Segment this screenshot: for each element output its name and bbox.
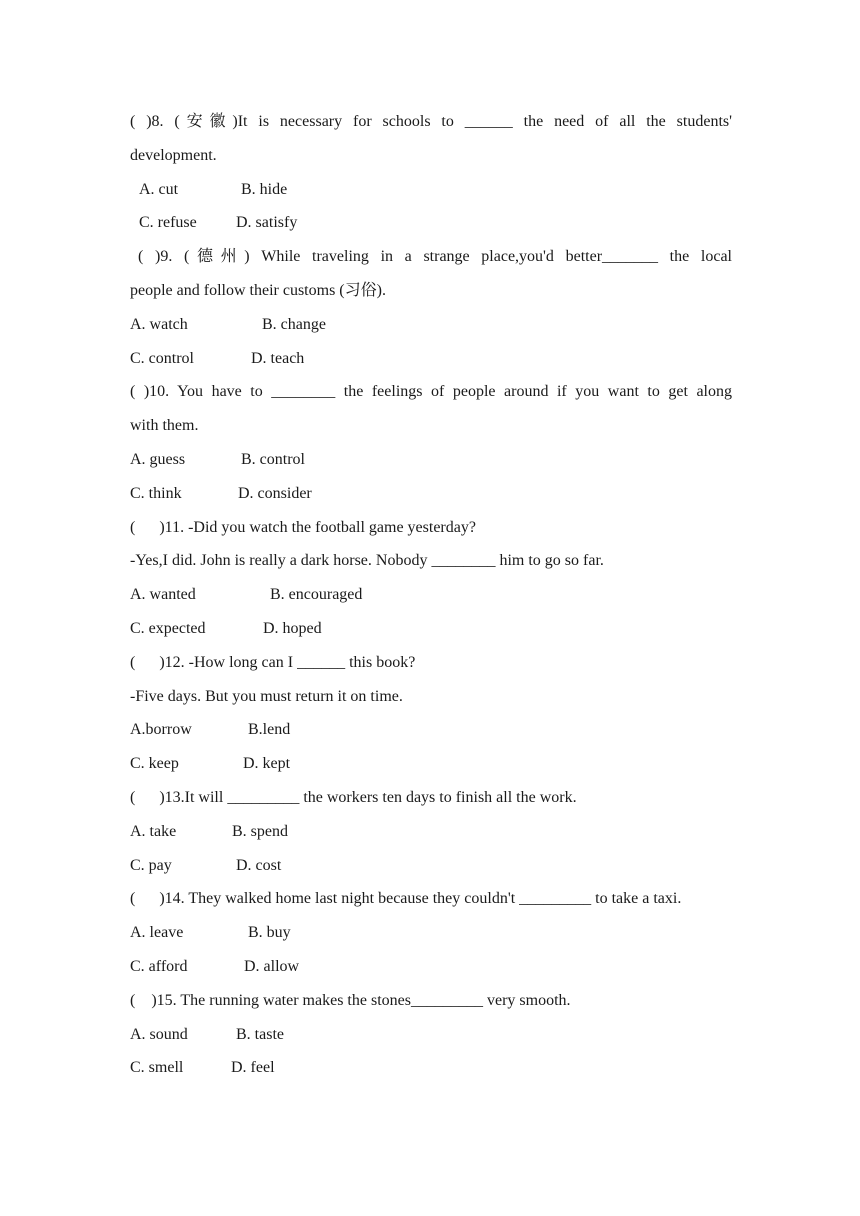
option-d: D. satisfy (236, 214, 298, 232)
question-10-options-cd (130, 477, 732, 511)
question-11-options-cd (130, 612, 732, 646)
worksheet-page (130, 105, 732, 1085)
option-b: B. change (262, 315, 326, 333)
question-15-options-ab (130, 1018, 732, 1052)
option-a: A.borrow (130, 721, 192, 739)
question-14-options-cd (130, 950, 732, 984)
question-9-stem-line-2: people and follow their customs (习俗). (130, 281, 386, 299)
question-11-options-ab (130, 578, 732, 612)
question-9-options-ab (130, 308, 732, 342)
question-15-options-cd (130, 1051, 732, 1085)
question-12-options-cd (130, 747, 732, 781)
option-d: D. kept (243, 755, 291, 773)
option-a: A. sound (130, 1025, 188, 1043)
question-13-options-ab (130, 815, 732, 849)
option-a: A. watch (130, 315, 188, 333)
question-11-stem-line-1: ( )11. -Did you watch the football game yesterday? (130, 518, 476, 536)
question-12-stem-line-2: -Five days. But you must return it on time. (130, 687, 403, 705)
option-c: C. refuse (139, 214, 197, 232)
option-c: C. pay (130, 856, 172, 874)
option-c: C. afford (130, 957, 188, 975)
question-9-stem-line-1: ( )9. (德州) While traveling in a strange place,you'd better_______ the local (138, 248, 732, 266)
question-13-options-cd (130, 849, 732, 883)
option-b: B. encouraged (270, 586, 363, 604)
option-d: D. consider (238, 484, 312, 502)
question-9-options-cd (130, 342, 732, 376)
option-d: D. allow (244, 957, 300, 975)
option-c: C. control (130, 349, 194, 367)
question-8-options-cd (130, 206, 732, 240)
option-b: B. taste (236, 1025, 284, 1043)
question-11-stem-line-2: -Yes,I did. John is really a dark horse. Nobody ________ him to go so far. (130, 552, 604, 570)
option-a: A. wanted (130, 586, 196, 604)
option-d: D. teach (251, 349, 305, 367)
question-10-stem-line-2: with them. (130, 417, 199, 435)
question-8-stem-line-2: development. (130, 146, 217, 164)
question-14-stem-line-1: ( )14. They walked home last night because they couldn't _________ to take a taxi. (130, 890, 682, 908)
question-8-stem-line-1: ( )8. (安徽)It is necessary for schools to ______ the need of all the students' (130, 113, 732, 130)
question-10-stem-line-1: ( )10. You have to ________ the feelings of people around if you want to get along (130, 383, 732, 401)
option-b: B.lend (248, 721, 291, 739)
option-c: C. keep (130, 755, 179, 773)
option-b: B. buy (248, 924, 291, 942)
option-d: D. feel (231, 1059, 275, 1077)
question-10-options-ab (130, 443, 732, 477)
question-12-stem-line-1: ( )12. -How long can I ______ this book? (130, 653, 416, 671)
option-a: A. leave (130, 924, 184, 942)
option-d: D. hoped (263, 619, 322, 637)
option-c: C. smell (130, 1059, 184, 1077)
option-b: B. control (241, 450, 305, 468)
option-a: A. guess (130, 450, 186, 468)
question-15-stem-line-1: ( )15. The running water makes the stones_________ very smooth. (130, 991, 571, 1009)
option-c: C. expected (130, 619, 206, 637)
question-8-options-ab (130, 173, 732, 207)
option-a: A. cut (139, 180, 179, 198)
question-12-options-ab (130, 713, 732, 747)
option-b: B. hide (241, 180, 288, 198)
option-b: B. spend (232, 822, 288, 840)
option-d: D. cost (236, 856, 282, 874)
option-c: C. think (130, 484, 182, 502)
option-a: A. take (130, 822, 177, 840)
question-13-stem-line-1: ( )13.It will _________ the workers ten days to finish all the work. (130, 788, 577, 806)
question-14-options-ab (130, 916, 732, 950)
